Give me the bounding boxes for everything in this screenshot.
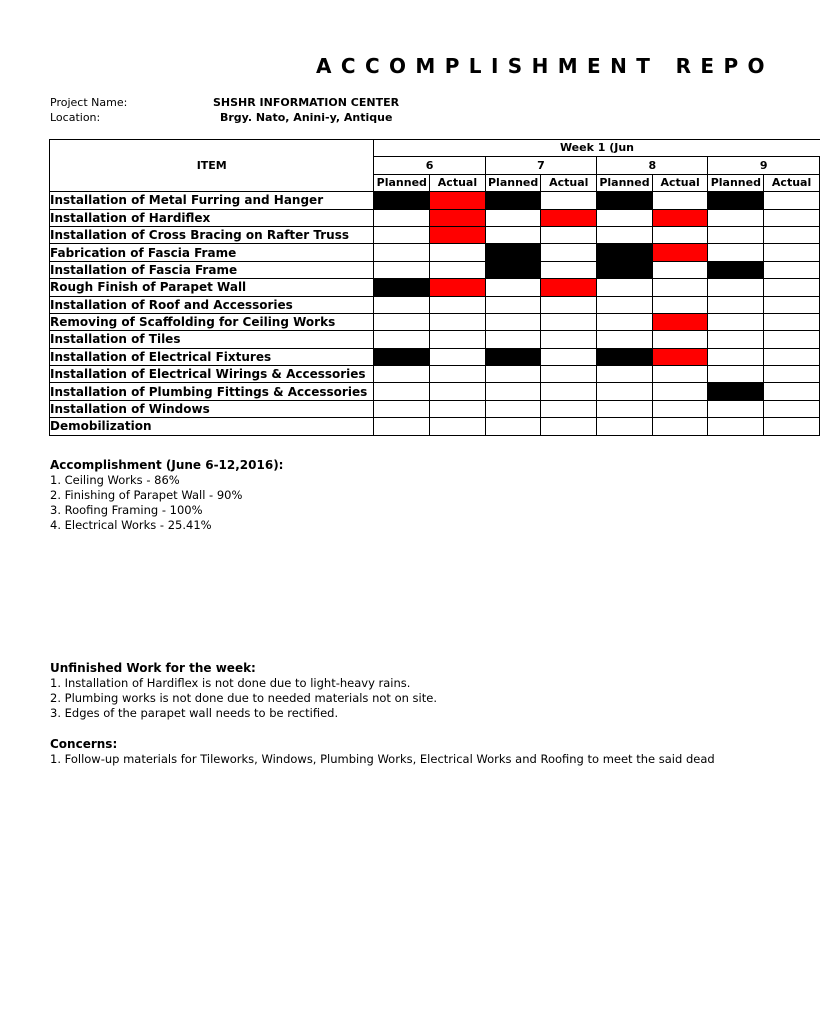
schedule-item-name: Installation of Metal Furring and Hanger	[50, 192, 374, 209]
schedule-cell	[764, 348, 820, 365]
day-header: 9	[708, 157, 820, 174]
schedule-cell	[652, 296, 708, 313]
actual-bar	[430, 192, 486, 209]
actual-bar	[430, 279, 486, 296]
schedule-cell	[485, 209, 541, 226]
schedule-cell	[541, 400, 597, 417]
project-name-value: SHSHR INFORMATION CENTER	[213, 96, 400, 109]
actual-header: Actual	[652, 174, 708, 191]
actual-header: Actual	[764, 174, 820, 191]
schedule-sheet	[49, 139, 812, 434]
actual-header: Actual	[541, 174, 597, 191]
schedule-item-name: Installation of Electrical Wirings & Accessories	[50, 366, 374, 383]
schedule-item-name: Rough Finish of Parapet Wall	[50, 279, 374, 296]
schedule-cell	[430, 400, 486, 417]
schedule-item-name: Installation of Windows	[50, 400, 374, 417]
schedule-cell	[430, 313, 486, 330]
schedule-cell	[541, 313, 597, 330]
schedule-cell	[597, 279, 653, 296]
schedule-cell	[764, 192, 820, 209]
schedule-cell	[430, 296, 486, 313]
planned-bar	[374, 192, 430, 209]
schedule-row	[50, 331, 820, 348]
schedule-cell	[597, 400, 653, 417]
schedule-cell	[708, 366, 764, 383]
schedule-cell	[597, 296, 653, 313]
schedule-cell	[652, 383, 708, 400]
schedule-cell	[485, 313, 541, 330]
schedule-cell	[764, 366, 820, 383]
schedule-item-name: Installation of Tiles	[50, 331, 374, 348]
schedule-cell	[485, 366, 541, 383]
schedule-cell	[374, 331, 430, 348]
schedule-table	[49, 139, 820, 436]
schedule-row	[50, 400, 820, 417]
schedule-cell	[541, 192, 597, 209]
day-header: 6	[374, 157, 485, 174]
concerns-line: 1. Follow-up materials for Tileworks, Windows, Plumbing Works, Electrical Works and Roofing to meet the said dead	[50, 752, 715, 766]
actual-bar	[652, 348, 708, 365]
day-header: 7	[485, 157, 596, 174]
report-title: ACCOMPLISHMENT REPO	[316, 54, 774, 78]
planned-bar	[374, 348, 430, 365]
location-value: Brgy. Nato, Anini-y, Antique	[220, 111, 393, 124]
day-header: 8	[597, 157, 708, 174]
actual-bar	[430, 209, 486, 226]
schedule-cell	[485, 296, 541, 313]
schedule-cell	[430, 261, 486, 278]
schedule-cell	[374, 261, 430, 278]
schedule-cell	[374, 244, 430, 261]
planned-header: Planned	[485, 174, 541, 191]
schedule-cell	[597, 366, 653, 383]
accomplishment-line: 1. Ceiling Works - 86%	[50, 473, 180, 487]
planned-bar	[485, 244, 541, 261]
project-name-label: Project Name:	[50, 96, 128, 109]
planned-bar	[708, 261, 764, 278]
unfinished-section	[50, 661, 437, 721]
schedule-cell	[541, 366, 597, 383]
schedule-cell	[485, 400, 541, 417]
schedule-cell	[597, 313, 653, 330]
schedule-item-name: Installation of Cross Bracing on Rafter Truss	[50, 226, 374, 243]
planned-header: Planned	[708, 174, 764, 191]
schedule-cell	[374, 400, 430, 417]
schedule-cell	[430, 383, 486, 400]
schedule-row	[50, 261, 820, 278]
schedule-cell	[541, 383, 597, 400]
schedule-item-name: Fabrication of Fascia Frame	[50, 244, 374, 261]
schedule-row	[50, 383, 820, 400]
schedule-cell	[430, 244, 486, 261]
schedule-cell	[708, 313, 764, 330]
schedule-cell	[597, 209, 653, 226]
schedule-cell	[485, 383, 541, 400]
schedule-cell	[374, 313, 430, 330]
schedule-cell	[485, 226, 541, 243]
unfinished-line: 1. Installation of Hardiflex is not done due to light-heavy rains.	[50, 676, 411, 690]
planned-bar	[708, 383, 764, 400]
schedule-cell	[374, 209, 430, 226]
schedule-cell	[541, 418, 597, 435]
concerns-section	[50, 737, 715, 767]
schedule-cell	[764, 244, 820, 261]
schedule-cell	[597, 418, 653, 435]
planned-bar	[597, 348, 653, 365]
schedule-cell	[652, 418, 708, 435]
schedule-cell	[597, 331, 653, 348]
week-label: Week 1 (Jun	[374, 140, 820, 157]
schedule-row	[50, 279, 820, 296]
schedule-item-name: Installation of Electrical Fixtures	[50, 348, 374, 365]
schedule-cell	[597, 226, 653, 243]
schedule-cell	[708, 279, 764, 296]
schedule-item-name: Installation of Roof and Accessories	[50, 296, 374, 313]
accomplishment-line: 3. Roofing Framing - 100%	[50, 503, 203, 517]
schedule-cell	[764, 226, 820, 243]
schedule-cell	[374, 226, 430, 243]
actual-bar	[430, 226, 486, 243]
actual-bar	[652, 209, 708, 226]
schedule-cell	[708, 400, 764, 417]
schedule-cell	[430, 418, 486, 435]
schedule-cell	[541, 226, 597, 243]
schedule-cell	[485, 418, 541, 435]
schedule-cell	[541, 296, 597, 313]
schedule-cell	[708, 209, 764, 226]
actual-bar	[541, 209, 597, 226]
schedule-row	[50, 209, 820, 226]
schedule-cell	[708, 244, 764, 261]
planned-bar	[708, 192, 764, 209]
schedule-cell	[708, 331, 764, 348]
concerns-heading: Concerns:	[50, 737, 118, 751]
schedule-cell	[764, 418, 820, 435]
schedule-cell	[652, 279, 708, 296]
schedule-row	[50, 418, 820, 435]
accomplishment-line: 4. Electrical Works - 25.41%	[50, 518, 212, 532]
planned-bar	[485, 192, 541, 209]
schedule-cell	[652, 226, 708, 243]
accomplishment-line: 2. Finishing of Parapet Wall - 90%	[50, 488, 243, 502]
schedule-row	[50, 313, 820, 330]
schedule-cell	[652, 192, 708, 209]
schedule-body	[50, 192, 820, 435]
schedule-cell	[708, 418, 764, 435]
schedule-cell	[374, 296, 430, 313]
actual-bar	[541, 279, 597, 296]
schedule-cell	[708, 348, 764, 365]
schedule-cell	[652, 366, 708, 383]
schedule-row	[50, 244, 820, 261]
schedule-cell	[430, 366, 486, 383]
schedule-cell	[541, 261, 597, 278]
item-header: ITEM	[50, 140, 374, 192]
schedule-cell	[485, 279, 541, 296]
schedule-cell	[652, 400, 708, 417]
schedule-cell	[708, 296, 764, 313]
schedule-cell	[764, 296, 820, 313]
schedule-cell	[374, 366, 430, 383]
schedule-cell	[652, 331, 708, 348]
unfinished-line: 3. Edges of the parapet wall needs to be rectified.	[50, 706, 339, 720]
schedule-item-name: Removing of Scaffolding for Ceiling Works	[50, 313, 374, 330]
planned-bar	[597, 244, 653, 261]
planned-bar	[374, 279, 430, 296]
actual-bar	[652, 244, 708, 261]
actual-header: Actual	[430, 174, 486, 191]
planned-bar	[485, 348, 541, 365]
schedule-cell	[764, 400, 820, 417]
unfinished-line: 2. Plumbing works is not done due to needed materials not on site.	[50, 691, 437, 705]
schedule-cell	[597, 383, 653, 400]
accomplishment-heading: Accomplishment (June 6-12,2016):	[50, 458, 284, 472]
schedule-item-name: Installation of Plumbing Fittings & Accessories	[50, 383, 374, 400]
location-label: Location:	[50, 111, 101, 124]
schedule-row	[50, 226, 820, 243]
schedule-cell	[485, 331, 541, 348]
planned-header: Planned	[374, 174, 430, 191]
planned-bar	[485, 261, 541, 278]
schedule-row	[50, 192, 820, 209]
schedule-cell	[430, 331, 486, 348]
schedule-cell	[764, 331, 820, 348]
actual-bar	[652, 313, 708, 330]
schedule-cell	[374, 418, 430, 435]
planned-header: Planned	[597, 174, 653, 191]
unfinished-heading: Unfinished Work for the week:	[50, 661, 256, 675]
schedule-cell	[374, 383, 430, 400]
schedule-cell	[708, 226, 764, 243]
schedule-cell	[764, 209, 820, 226]
accomplishment-section	[50, 458, 283, 533]
schedule-item-name: Installation of Fascia Frame	[50, 261, 374, 278]
schedule-row	[50, 296, 820, 313]
schedule-cell	[764, 261, 820, 278]
schedule-item-name: Installation of Hardiflex	[50, 209, 374, 226]
schedule-cell	[541, 244, 597, 261]
schedule-row	[50, 348, 820, 365]
schedule-cell	[541, 348, 597, 365]
schedule-cell	[764, 313, 820, 330]
schedule-cell	[764, 383, 820, 400]
schedule-row	[50, 366, 820, 383]
schedule-cell	[764, 279, 820, 296]
schedule-cell	[430, 348, 486, 365]
planned-bar	[597, 192, 653, 209]
planned-bar	[597, 261, 653, 278]
schedule-item-name: Demobilization	[50, 418, 374, 435]
schedule-cell	[652, 261, 708, 278]
schedule-cell	[541, 331, 597, 348]
